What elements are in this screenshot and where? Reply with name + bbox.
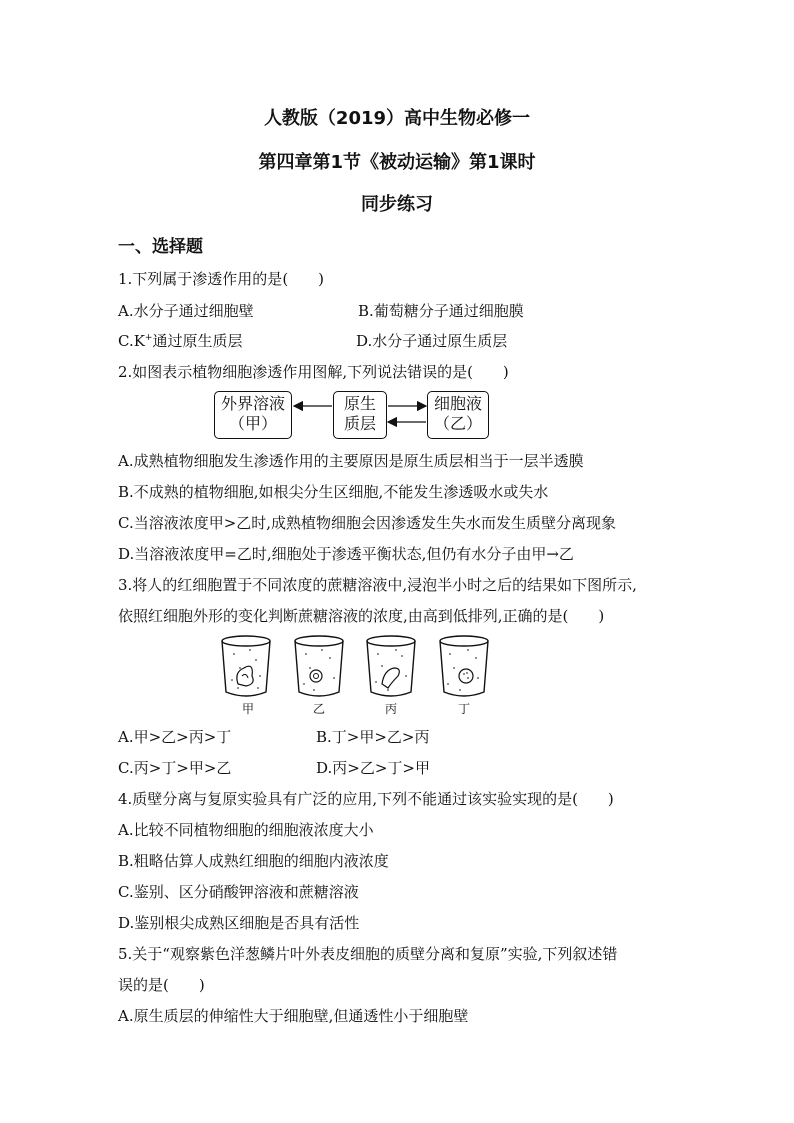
diagram-arrows [290, 395, 430, 435]
question-2-option-c: C.当溶液浓度甲>乙时,成熟植物细胞会因渗透发生失水而发生质壁分离现象 [118, 514, 617, 532]
question-3-stem-line1: 3.将人的红细胞置于不同浓度的蔗糖溶液中,浸泡半小时之后的结果如下图所示, [118, 576, 637, 594]
question-3-option-d: D.丙>乙>丁>甲 [316, 759, 430, 777]
question-1-option-b: B.葡萄糖分子通过细胞膜 [358, 302, 524, 320]
question-2-option-a: A.成熟植物细胞发生渗透作用的主要原因是原生质层相当于一层半透膜 [118, 452, 584, 470]
page-subtitle: 第四章第1节《被动运输》第1课时 [258, 152, 536, 173]
beaker-label-2: 乙 [313, 702, 326, 716]
question-4-stem: 4.质壁分离与复原实验具有广泛的应用,下列不能通过该实验实现的是( ) [118, 790, 614, 808]
question-5-option-a: A.原生质层的伸缩性大于细胞壁,但通透性小于细胞壁 [118, 1007, 469, 1025]
page-title: 人教版（2019）高中生物必修一 [263, 108, 531, 129]
question-1-option-a: A.水分子通过细胞壁 [118, 302, 254, 320]
beaker-label-4: 丁 [458, 702, 471, 716]
beaker-label-1: 甲 [242, 702, 255, 716]
question-2-option-d: D.当溶液浓度甲=乙时,细胞处于渗透平衡状态,但仍有水分子由甲→乙 [118, 545, 574, 563]
question-1-stem: 1.下列属于渗透作用的是( ) [118, 270, 325, 288]
question-3-stem-line2: 依照红细胞外形的变化判断蔗糖溶液的浓度,由高到低排列,正确的是( ) [118, 607, 605, 625]
question-1-option-c: C.K+通过原生质层 [118, 332, 243, 350]
question-5-stem-line1: 5.关于“观察紫色洋葱鳞片叶外表皮细胞的质壁分离和复原”实验,下列叙述错 [118, 945, 618, 963]
question-4-option-d: D.鉴别根尖成熟区细胞是否具有活性 [118, 914, 360, 932]
page-subtitle-practice: 同步练习 [361, 194, 433, 215]
section-heading: 一、选择题 [118, 237, 203, 257]
diagram-box-outer-solution: 外界溶液 （甲） [214, 391, 292, 439]
question-2-stem: 2.如图表示植物细胞渗透作用图解,下列说法错误的是( ) [118, 363, 509, 381]
question-2-option-b: B.不成熟的植物细胞,如根尖分生区细胞,不能发生渗透吸水或失水 [118, 483, 549, 501]
question-3-option-a: A.甲>乙>丙>丁 [118, 728, 232, 746]
beaker-label-3: 丙 [385, 702, 398, 716]
question-3-option-c: C.丙>丁>甲>乙 [118, 759, 232, 777]
question-4-option-b: B.粗略估算人成熟红细胞的细胞内液浓度 [118, 852, 389, 870]
question-4-option-c: C.鉴别、区分硝酸钾溶液和蔗糖溶液 [118, 883, 359, 901]
question-4-option-a: A.比较不同植物细胞的细胞液浓度大小 [118, 821, 374, 839]
diagram-box-cell-sap: 细胞液 （乙） [427, 391, 489, 439]
question-5-stem-line2: 误的是( ) [118, 976, 205, 994]
diagram-box-protoplast-layer: 原生 质层 [333, 391, 387, 439]
question-1-option-d: D.水分子通过原生质层 [356, 332, 508, 350]
question-3-option-b: B.丁>甲>乙>丙 [316, 728, 430, 746]
